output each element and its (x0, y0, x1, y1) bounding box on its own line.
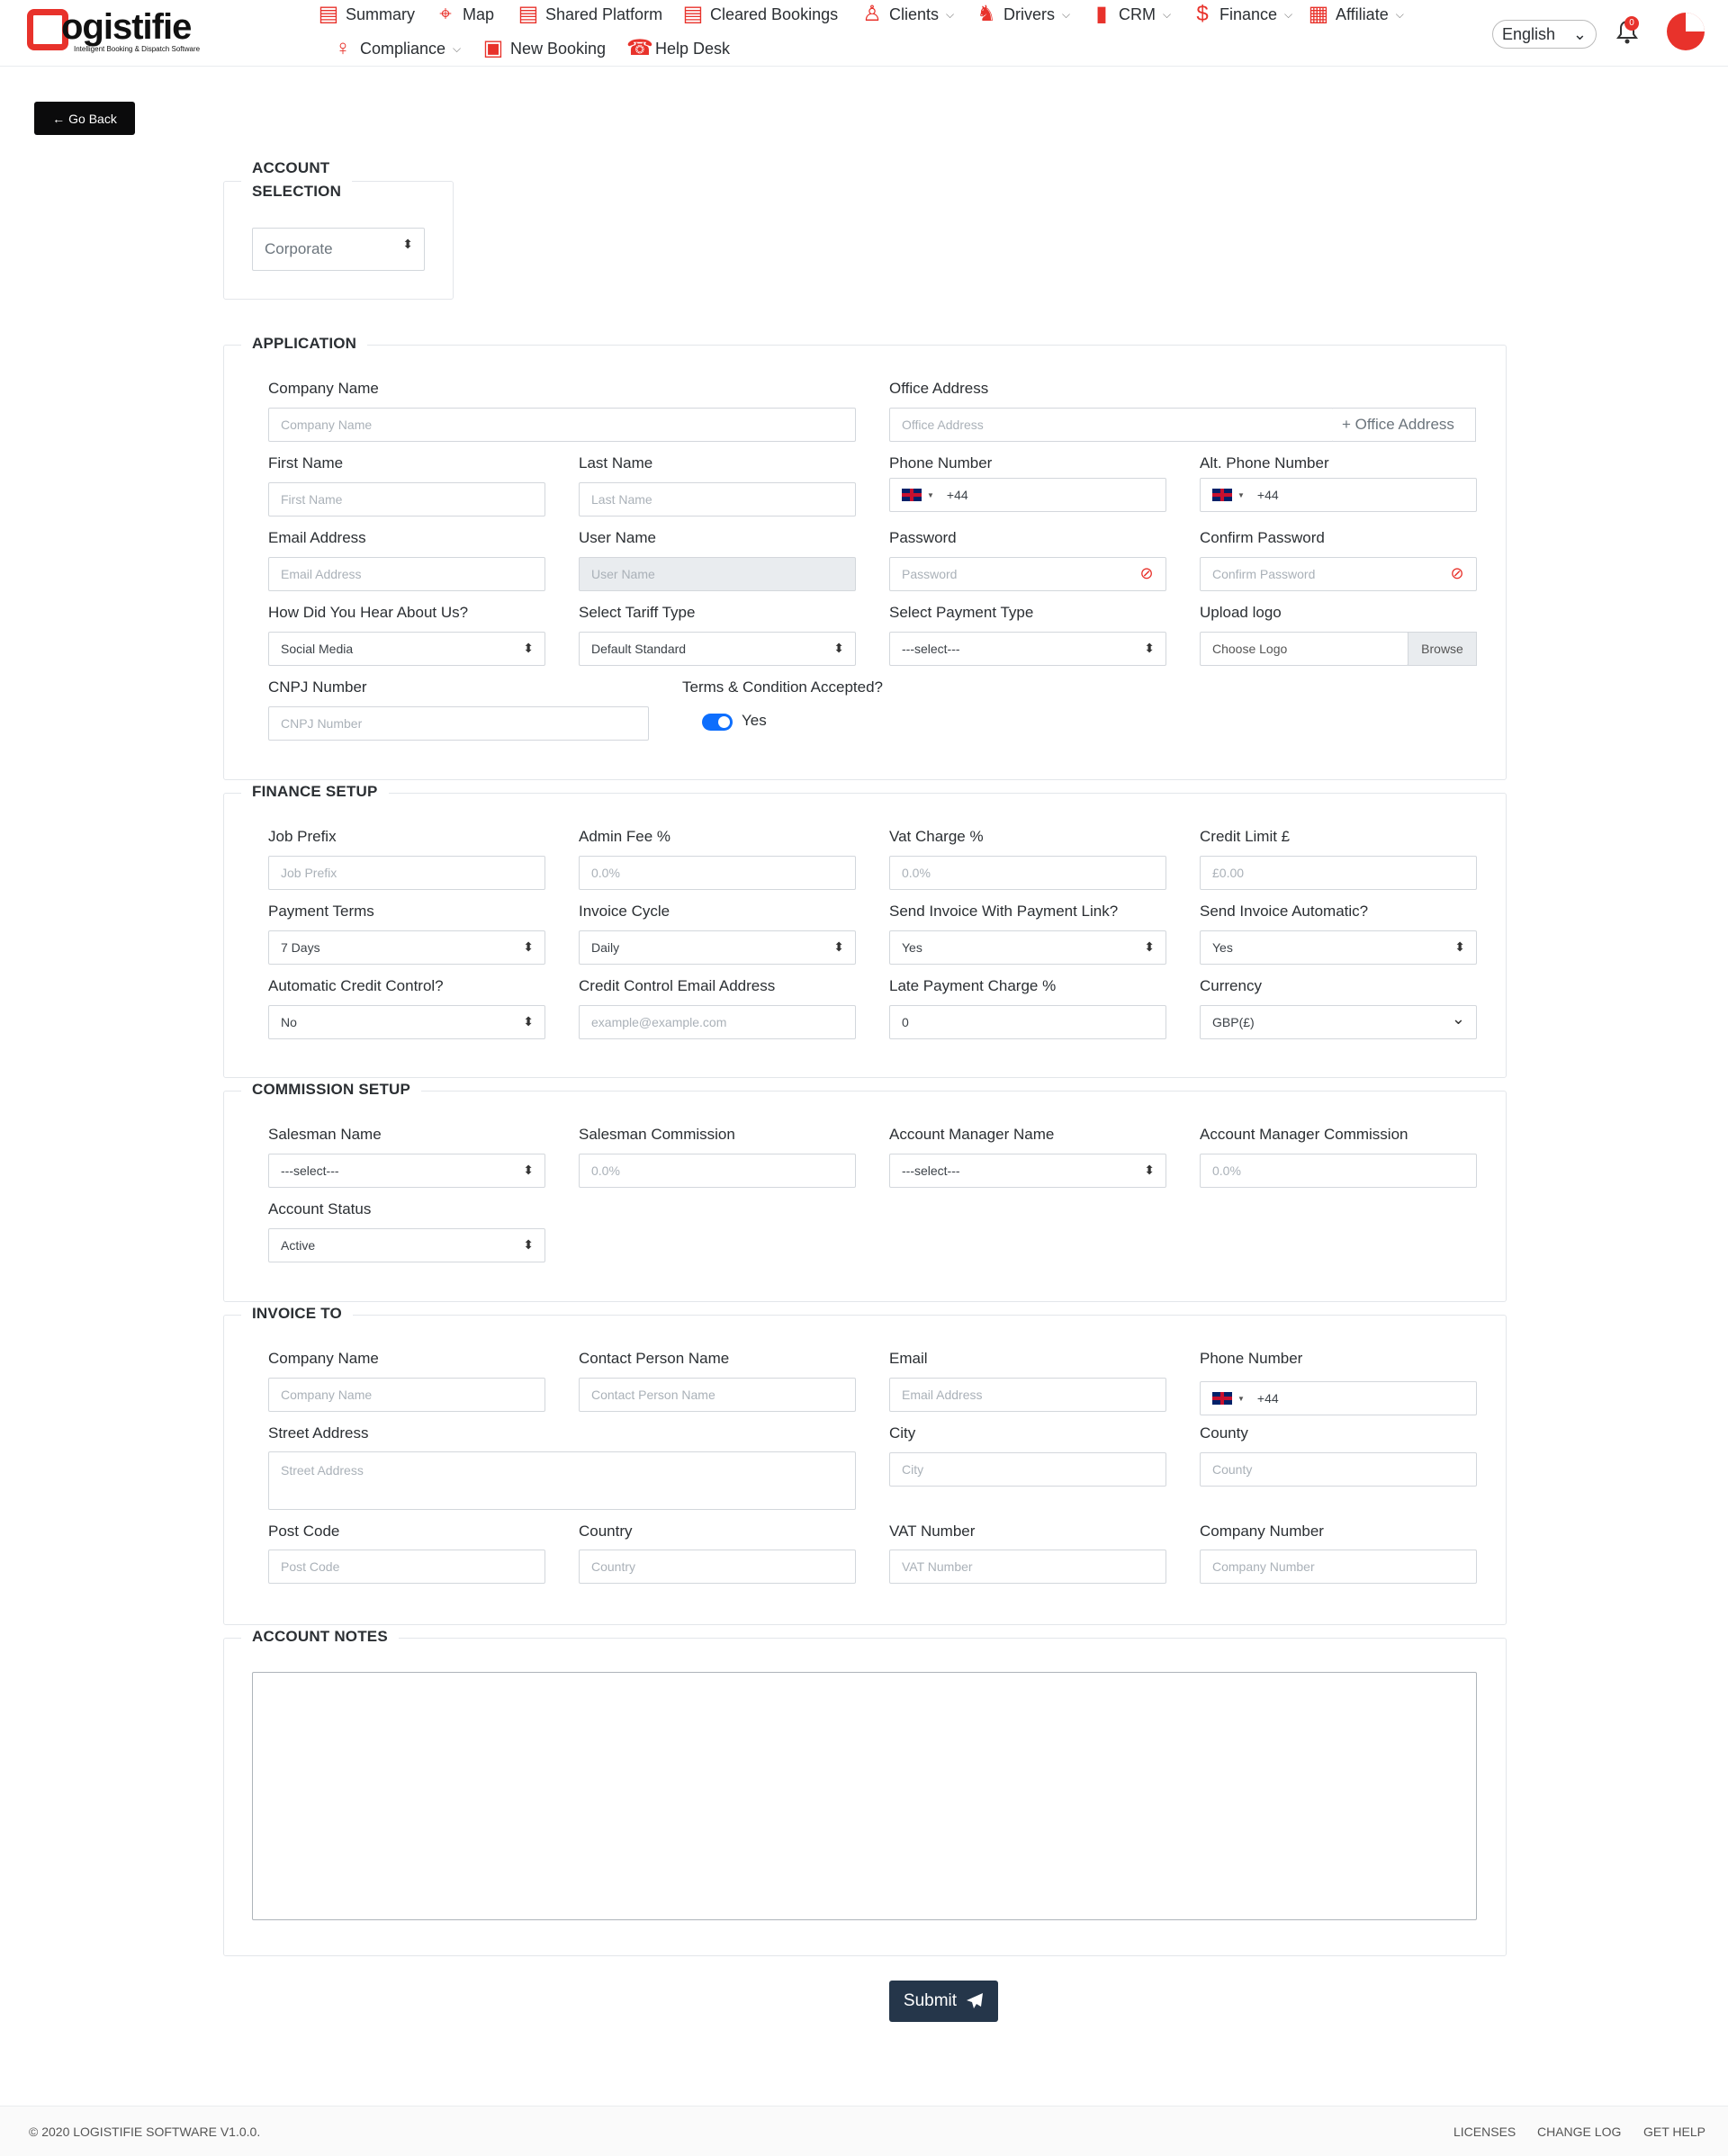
nav-label: Help Desk (655, 39, 731, 58)
driver-icon: ♞ (976, 2, 996, 26)
nav-item-clients[interactable] (860, 1, 954, 28)
vat-label: Vat Charge % (889, 828, 984, 845)
go-back-button[interactable] (34, 102, 135, 135)
licenses-link[interactable]: LICENSES (1454, 2125, 1516, 2139)
inv-street-label: Street Address (268, 1424, 369, 1442)
job-prefix-label: Job Prefix (268, 828, 337, 845)
commission-legend: COMMISSION SETUP (241, 1078, 421, 1101)
caret-down-icon: ▼ (927, 490, 934, 499)
salesman-commission-input[interactable]: 0.0% (579, 1154, 856, 1188)
nav-item-help-desk[interactable] (626, 35, 730, 62)
invoice-cycle-select[interactable]: Daily ⬍ (579, 930, 856, 965)
nav-label: Compliance (360, 39, 446, 58)
nav-item-crm[interactable] (1090, 1, 1171, 28)
eye-slash-icon[interactable]: ⊘ (1139, 564, 1154, 582)
nav-item-affiliate[interactable] (1307, 1, 1404, 28)
doc-icon: ▤ (518, 2, 539, 26)
finance-legend: FINANCE SETUP (241, 780, 389, 804)
tariff-select[interactable]: Default Standard ⬍ (579, 632, 856, 666)
get-help-link[interactable]: GET HELP (1643, 2125, 1706, 2139)
inv-contact-input[interactable]: Contact Person Name (579, 1378, 856, 1412)
arrow-left-icon: ← (52, 111, 66, 126)
salesman-name-label: Salesman Name (268, 1126, 382, 1143)
chevron-down-icon: ⌵ (946, 7, 955, 21)
currency-label: Currency (1200, 977, 1262, 994)
nav-label: Finance (1220, 4, 1278, 23)
nav-item-cleared-bookings[interactable] (681, 1, 838, 28)
inv-street-textarea[interactable]: Street Address (268, 1451, 856, 1510)
chevron-down-icon: ⌵ (1062, 7, 1071, 21)
salesman-name-select[interactable]: ---select--- ⬍ (268, 1154, 545, 1188)
browse-button[interactable]: Browse (1408, 632, 1477, 666)
alt-phone-label: Alt. Phone Number (1200, 454, 1329, 472)
inv-city-label: City (889, 1424, 916, 1442)
inv-company-label: Company Name (268, 1350, 379, 1367)
send-invoice-auto-select[interactable]: Yes ⬍ (1200, 930, 1477, 965)
inv-company-input[interactable]: Company Name (268, 1378, 545, 1412)
payment-terms-label: Payment Terms (268, 903, 374, 920)
auto-credit-select[interactable]: No ⬍ (268, 1005, 545, 1039)
terms-toggle[interactable] (702, 714, 733, 731)
username-label: User Name (579, 529, 656, 546)
inv-contact-label: Contact Person Name (579, 1350, 730, 1367)
account-type-value: Corporate (265, 240, 333, 257)
nav-label: Cleared Bookings (710, 4, 839, 23)
submit-button[interactable] (889, 1981, 998, 2022)
nav-label: New Booking (510, 39, 607, 58)
brand-tagline: Intelligent Booking & Dispatch Software (74, 45, 201, 53)
language-select[interactable] (1492, 20, 1597, 49)
payment-terms-select[interactable]: 7 Days ⬍ (268, 930, 545, 965)
password-input[interactable] (889, 557, 1166, 591)
affiliate-icon: ▦ (1308, 2, 1329, 26)
send-invoice-link-label: Send Invoice With Payment Link? (889, 903, 1119, 920)
cnpj-label: CNPJ Number (268, 678, 367, 696)
uk-flag-icon[interactable] (902, 489, 922, 501)
brand-logo[interactable] (27, 9, 225, 54)
office-address-input[interactable]: Office Address (889, 408, 1334, 442)
doc-icon: ▤ (318, 2, 339, 26)
nav-label: Affiliate (1336, 4, 1389, 23)
brand-name: ogistifie (61, 7, 192, 47)
username-input: User Name (579, 557, 856, 591)
admin-fee-input[interactable]: 0.0% (579, 856, 856, 890)
nav-label: Clients (889, 4, 940, 23)
inv-phone-label: Phone Number (1200, 1350, 1303, 1367)
eye-slash-icon[interactable]: ⊘ (1450, 564, 1464, 582)
alt-phone-input[interactable] (1200, 478, 1477, 512)
inv-city-input[interactable]: City (889, 1452, 1166, 1487)
manager-name-select[interactable]: ---select--- ⬍ (889, 1154, 1166, 1188)
nav-item-map[interactable] (434, 1, 494, 28)
inv-county-input[interactable]: County (1200, 1452, 1477, 1487)
footer (0, 2106, 1728, 2156)
hear-about-select[interactable]: Social Media ⬍ (268, 632, 545, 666)
credit-email-label: Credit Control Email Address (579, 977, 776, 994)
confirm-password-input[interactable] (1200, 557, 1477, 591)
nav-item-shared-platform[interactable] (517, 1, 662, 28)
copyright-text: © 2020 LOGISTIFIE SOFTWARE V1.0.0. (29, 2125, 261, 2139)
credit-limit-label: Credit Limit £ (1200, 828, 1291, 845)
inv-email-label: Email (889, 1350, 928, 1367)
chevron-down-icon: ⌵ (453, 41, 462, 55)
chevron-down-icon: ⌵ (1395, 7, 1404, 21)
inv-phone-code: +44 (1256, 1391, 1279, 1406)
notification-count: 0 (1624, 16, 1639, 31)
inv-postcode-label: Post Code (268, 1523, 340, 1540)
credit-limit-input[interactable]: £0.00 (1200, 856, 1477, 890)
inv-country-input[interactable]: Country (579, 1550, 856, 1584)
inv-county-label: County (1200, 1424, 1248, 1442)
account-selection-legend: ACCOUNT SELECTION (241, 157, 352, 203)
inv-company-number-label: Company Number (1200, 1523, 1324, 1540)
account-notes-legend: ACCOUNT NOTES (241, 1625, 399, 1648)
company-name-input[interactable]: Company Name (268, 408, 856, 442)
inv-email-input[interactable]: Email Address (889, 1378, 1166, 1412)
calendar-plus-icon: ▣ (482, 36, 504, 60)
email-label: Email Address (268, 529, 366, 546)
payment-type-select[interactable]: ---select--- ⬍ (889, 632, 1166, 666)
manager-name-label: Account Manager Name (889, 1126, 1055, 1143)
upload-logo-input[interactable]: Choose Logo (1200, 632, 1408, 666)
uk-flag-icon[interactable] (1212, 489, 1232, 501)
caret-down-icon: ▼ (1238, 1394, 1245, 1403)
admin-fee-label: Admin Fee % (579, 828, 671, 845)
helpdesk-icon: ☎ (626, 36, 653, 60)
currency-select[interactable]: GBP(£) ⌄ (1200, 1005, 1477, 1039)
nav-label: CRM (1119, 4, 1156, 23)
top-navbar (0, 0, 1728, 67)
nav-label: Summary (346, 4, 416, 23)
inv-phone-input[interactable] (1200, 1381, 1477, 1415)
invoice-cycle-label: Invoice Cycle (579, 903, 670, 920)
hear-about-label: How Did You Hear About Us? (268, 604, 469, 621)
cnpj-input[interactable]: CNPJ Number (268, 706, 649, 741)
application-legend: APPLICATION (241, 332, 367, 355)
late-charge-label: Late Payment Charge % (889, 977, 1057, 994)
nav-item-drivers[interactable] (975, 1, 1070, 28)
paper-plane-icon (966, 1992, 984, 2010)
nav-label: Shared Platform (545, 4, 663, 23)
account-status-select[interactable]: Active ⬍ (268, 1228, 545, 1262)
caret-down-icon: ▼ (1238, 490, 1245, 499)
map-pin-icon: ⌖ (439, 2, 452, 26)
uk-flag-icon[interactable] (1212, 1392, 1232, 1405)
nav-item-finance[interactable] (1191, 1, 1292, 28)
job-prefix-input[interactable]: Job Prefix (268, 856, 545, 890)
inv-company-number-input[interactable]: Company Number (1200, 1550, 1477, 1584)
send-invoice-auto-label: Send Invoice Automatic? (1200, 903, 1369, 920)
auto-credit-label: Automatic Credit Control? (268, 977, 444, 994)
nav-item-new-booking[interactable] (482, 35, 606, 62)
chart-icon: ▮ (1095, 2, 1108, 26)
user-icon: ♙ (862, 2, 882, 26)
chevron-down-icon: ⌄ (1572, 24, 1587, 43)
password-label: Password (889, 529, 957, 546)
send-invoice-link-select[interactable]: Yes ⬍ (889, 930, 1166, 965)
office-address-label: Office Address (889, 380, 989, 397)
last-name-label: Last Name (579, 454, 653, 472)
inv-postcode-input[interactable]: Post Code (268, 1550, 545, 1584)
submit-label: Submit (903, 1991, 958, 2010)
notifications-button[interactable] (1616, 18, 1642, 49)
confirm-password-label: Confirm Password (1200, 529, 1325, 546)
payment-type-label: Select Payment Type (889, 604, 1034, 621)
last-name-input[interactable]: Last Name (579, 482, 856, 517)
inv-country-label: Country (579, 1523, 633, 1540)
nav-item-summary[interactable] (317, 1, 415, 28)
salesman-commission-label: Salesman Commission (579, 1126, 735, 1143)
upload-logo-label: Upload logo (1200, 604, 1282, 621)
add-office-address-button[interactable]: + Office Address (1333, 408, 1476, 442)
email-input[interactable]: Email Address (268, 557, 545, 591)
credit-email-input[interactable]: example@example.com (579, 1005, 856, 1039)
phone-input[interactable] (889, 478, 1166, 512)
finance-icon: $ (1196, 2, 1209, 26)
user-avatar[interactable] (1667, 13, 1705, 50)
language-value: English (1502, 24, 1556, 43)
invoice-to-legend: INVOICE TO (241, 1302, 353, 1325)
alt-phone-code: +44 (1256, 488, 1279, 502)
inv-vat-label: VAT Number (889, 1523, 976, 1540)
nav-label: Map (463, 4, 495, 23)
commission-section (223, 1091, 1507, 1302)
account-type-select[interactable] (252, 228, 425, 271)
manager-commission-label: Account Manager Commission (1200, 1126, 1408, 1143)
go-back-label: Go Back (68, 111, 117, 126)
chevron-down-icon: ⌵ (1284, 7, 1293, 21)
manager-commission-input[interactable]: 0.0% (1200, 1154, 1477, 1188)
first-name-input[interactable]: First Name (268, 482, 545, 517)
account-notes-textarea[interactable] (252, 1672, 1477, 1920)
compliance-icon: ♀ (335, 36, 351, 60)
inv-vat-input[interactable]: VAT Number (889, 1550, 1166, 1584)
nav-label: Drivers (1004, 4, 1055, 23)
password-placeholder: Password (902, 567, 958, 581)
phone-label: Phone Number (889, 454, 993, 472)
late-charge-input[interactable]: 0 (889, 1005, 1166, 1039)
changelog-link[interactable]: CHANGE LOG (1537, 2125, 1622, 2139)
nav-item-compliance[interactable] (331, 35, 461, 62)
chevron-down-icon: ⌵ (1163, 7, 1172, 21)
doc-icon: ▤ (682, 2, 704, 26)
terms-value: Yes (742, 712, 767, 729)
first-name-label: First Name (268, 454, 344, 472)
company-name-label: Company Name (268, 380, 379, 397)
confirm-password-placeholder: Confirm Password (1212, 567, 1316, 581)
terms-label: Terms & Condition Accepted? (682, 678, 884, 696)
phone-code: +44 (946, 488, 968, 502)
account-status-label: Account Status (268, 1200, 372, 1217)
vat-input[interactable]: 0.0% (889, 856, 1166, 890)
tariff-label: Select Tariff Type (579, 604, 696, 621)
